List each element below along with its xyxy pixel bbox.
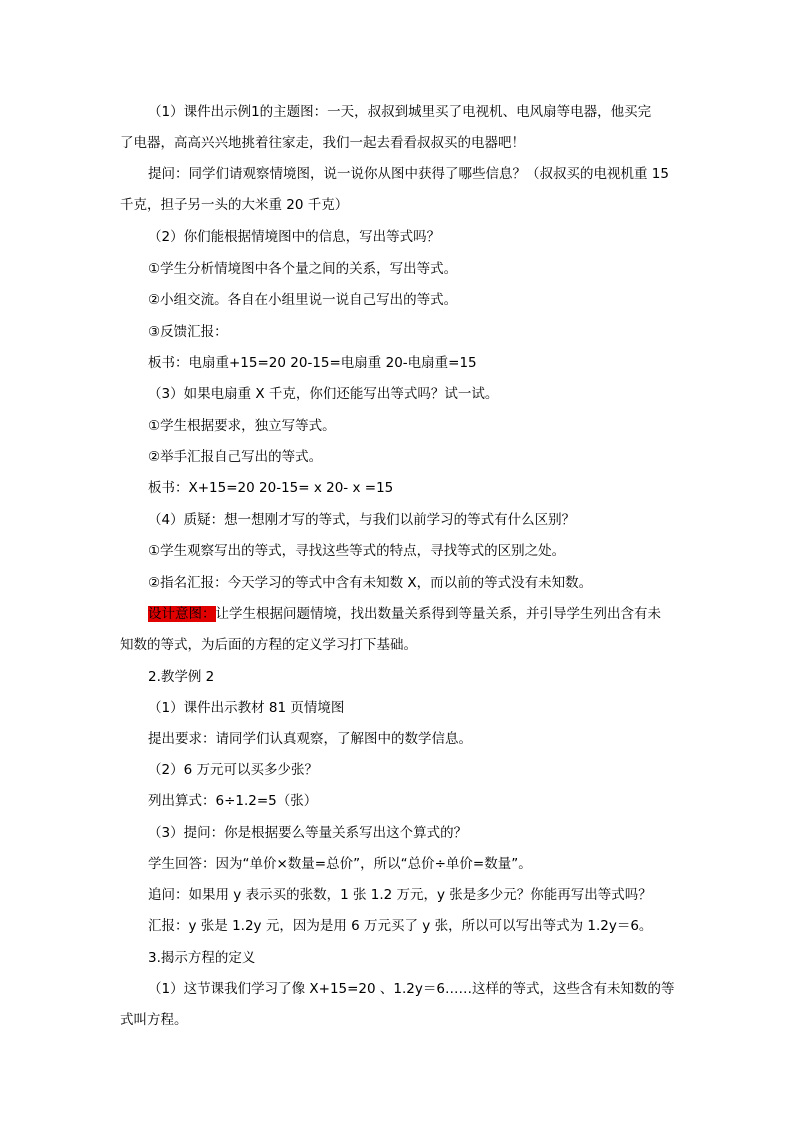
design-intent-text: 让学生根据问题情境，找出数量关系得到等量关系，并引导学生列出含有未 [215,606,661,622]
paragraph-line: 了电器，高高兴兴地挑着往家走，我们一起去看看叔叔买的电器吧！ [120,135,525,151]
paragraph-line: （4）质疑：想一想刚才写的等式，与我们以前学习的等式有什么区别？ [148,512,576,528]
paragraph-line: （2）你们能根据情境图中的信息，写出等式吗？ [148,229,441,245]
paragraph-line: 千克，担子另一头的大米重 20 千克） [120,197,349,213]
paragraph-line: （1）课件出示例1的主题图：一天，叔叔到城里买了电视机、电风扇等电器，他买完 [148,104,652,120]
paragraph-line: 列出算式：6÷1.2=5（张） [148,793,318,809]
paragraph-line: 提出要求：请同学们认真观察，了解图中的数学信息。 [148,731,472,747]
paragraph-line: （2）6 万元可以买多少张？ [148,762,318,778]
paragraph-line: ②举手汇报自己写出的等式。 [148,449,323,465]
paragraph-line: （3）如果电扇重 X 千克，你们还能写出等式吗？试一试。 [148,386,499,402]
paragraph-line: ①学生观察写出的等式，寻找这些等式的特点，寻找等式的区别之处。 [148,543,566,559]
paragraph-line: 提问：同学们请观察情境图，说一说你从图中获得了哪些信息？（叔叔买的电视机重 15 [148,166,669,182]
paragraph-line: ③反馈汇报： [148,324,228,340]
paragraph-line: ①学生分析情境图中各个量之间的关系，写出等式。 [148,261,458,277]
paragraph-line: 追问：如果用 y 表示买的张数，1 张 1.2 万元，y 张是多少元？你能再写出等式吗？ [148,887,652,903]
design-intent-line [148,604,661,624]
design-intent-tag: 设计意图： [148,606,216,622]
section-heading: 3.揭示方程的定义 [148,950,256,966]
blackboard-line: 板书：电扇重+15=20 20-15=电扇重 20-电扇重=15 [148,355,477,371]
section-heading: 2.教学例 2 [148,669,215,685]
paragraph-line: （1）课件出示教材 81 页情境图 [148,700,345,716]
paragraph-line: ①学生根据要求，独立写等式。 [148,418,336,434]
paragraph-line: （1）这节课我们学习了像 X+15=20 、1.2y＝6……这样的等式，这些含有未知数的等 [148,981,675,997]
paragraph-line: 汇报：y 张是 1.2y 元，因为是用 6 万元买了 y 张，所以可以写出等式为 1.2y＝6。 [148,918,653,934]
paragraph-line: ②小组交流。各自在小组里说一说自己写出的等式。 [148,292,458,308]
paragraph-line: 知数的等式，为后面的方程的定义学习打下基础。 [120,637,417,653]
paragraph-line: 学生回答：因为“单价×数量=总价”，所以“总价÷单价=数量”。 [148,856,532,872]
paragraph-line: ②指名汇报：今天学习的等式中含有未知数 X，而以前的等式没有未知数。 [148,575,593,591]
paragraph-line: 式叫方程。 [120,1012,188,1028]
paragraph-line: （3）提问：你是根据要么等量关系写出这个算式的？ [148,825,468,841]
blackboard-line: 板书：X+15=20 20-15= x 20- x =15 [148,480,394,496]
